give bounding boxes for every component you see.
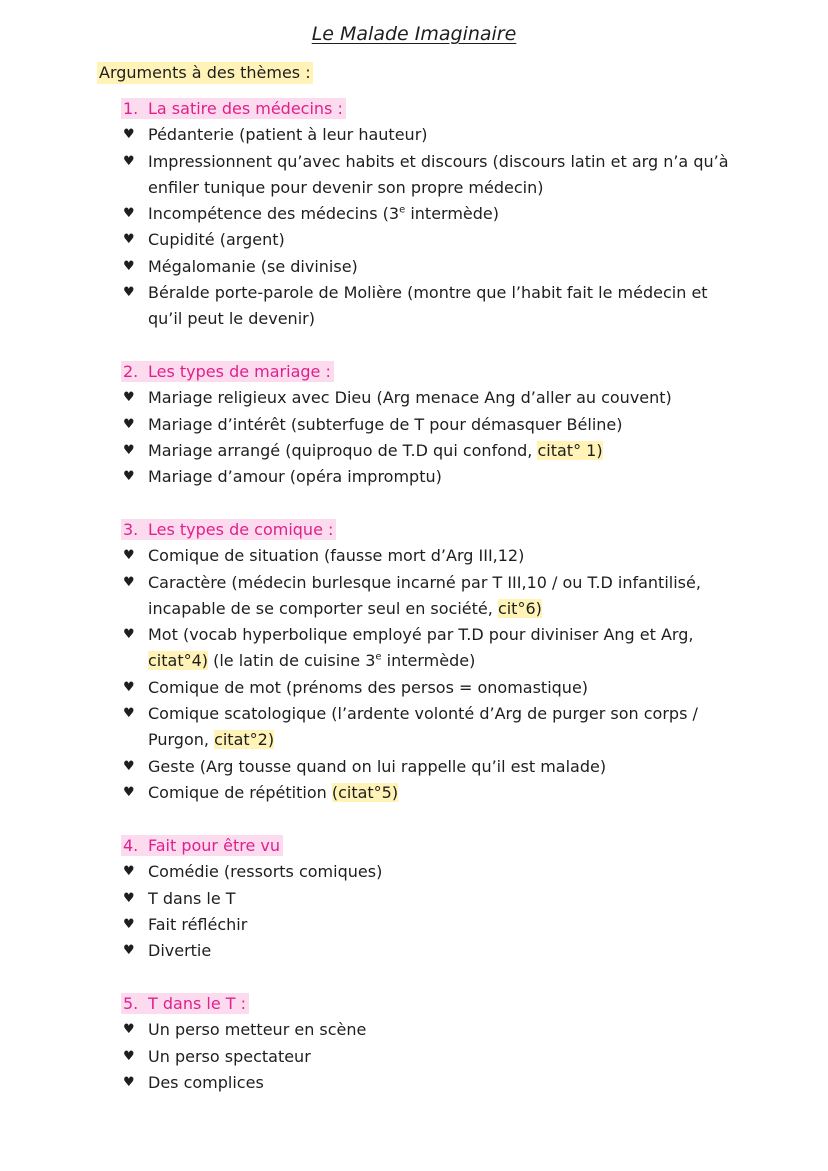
heart-icon: ♥: [123, 1022, 135, 1038]
section-types-mariage: [121, 359, 761, 490]
list-item: ♥ Mariage d’intérêt (subterfuge de T pour démasquer Béline): [121, 412, 761, 438]
heart-icon: ♥: [123, 153, 135, 169]
list-item: ♥ Comique scatologique (l’ardente volonté d’Arg de purger son corps /: [121, 701, 761, 727]
citation-highlight: citat° 1): [537, 440, 603, 460]
heart-icon: ♥: [123, 679, 135, 695]
section-satire-medecins: [121, 96, 761, 333]
heart-icon: ♥: [123, 916, 135, 932]
page-title: Le Malade Imaginaire: [311, 23, 517, 45]
list-item: ♥ Caractère (médecin burlesque incarné par T III,10 / ou T.D infantilisé,: [121, 570, 761, 596]
heading-highlight: [121, 98, 346, 119]
list-item-continuation: citat°4) (le latin de cuisine 3e intermède): [148, 651, 476, 671]
section-title: La satire des médecins :: [148, 99, 343, 118]
section-title: T dans le T :: [148, 994, 247, 1013]
bullet-list: [121, 385, 761, 490]
heading-highlight: [121, 993, 249, 1014]
heart-icon: ♥: [123, 706, 135, 722]
list-item: ♥ Un perso spectateur: [121, 1044, 761, 1070]
list-item: ♥ Un perso metteur en scène: [121, 1017, 761, 1043]
heading-highlight: [121, 361, 334, 382]
list-item: ♥ Pédanterie (patient à leur hauteur): [121, 122, 761, 148]
heading-highlight: [121, 519, 336, 540]
list-item: ♥ Fait réfléchir: [121, 912, 761, 938]
citation-highlight: (citat°5): [331, 782, 399, 802]
section-heading: [121, 991, 761, 1017]
list-item: ♥ T dans le T: [121, 886, 761, 912]
list-item-continuation: enfiler tunique pour devenir son propre médecin): [148, 177, 544, 197]
section-types-comique: [121, 517, 761, 806]
list-item: ♥ Mariage arrangé (quiproquo de T.D qui confond, citat° 1): [121, 438, 761, 464]
list-item: ♥ Comique de situation (fausse mort d’Arg III,12): [121, 543, 761, 569]
list-item: ♥ Comique de mot (prénoms des persos = onomastique): [121, 675, 761, 701]
section-heading: [121, 833, 761, 859]
list-item-continuation: incapable de se comporter seul en société, cit°6): [148, 598, 542, 618]
heart-icon: ♥: [123, 469, 135, 485]
list-item: ♥ Béralde porte-parole de Molière (montre que l’habit fait le médecin et: [121, 280, 761, 306]
list-item: ♥ Mariage religieux avec Dieu (Arg menace Ang d’aller au couvent): [121, 385, 761, 411]
bullet-list: [121, 859, 761, 964]
bullet-list: [121, 543, 761, 806]
section-number: 4.: [123, 836, 139, 855]
section-title: Les types de comique :: [148, 520, 334, 539]
heart-icon: ♥: [123, 206, 135, 222]
heart-icon: ♥: [123, 285, 135, 301]
heart-icon: ♥: [123, 890, 135, 906]
heart-icon: ♥: [123, 258, 135, 274]
heart-icon: ♥: [123, 1048, 135, 1064]
heading-highlight: [121, 835, 283, 856]
list-item: ♥ Divertie: [121, 938, 761, 964]
heart-icon: ♥: [123, 416, 135, 432]
heart-icon: ♥: [123, 390, 135, 406]
heart-icon: ♥: [123, 442, 135, 458]
list-item: ♥ Comique de répétition (citat°5): [121, 780, 761, 806]
heart-icon: ♥: [123, 784, 135, 800]
list-item: ♥ Geste (Arg tousse quand on lui rappelle qu’il est malade): [121, 754, 761, 780]
list-item: ♥ Comédie (ressorts comiques): [121, 859, 761, 885]
list-item: ♥ Mariage d’amour (opéra impromptu): [121, 464, 761, 490]
subtitle: Arguments à des thèmes :: [99, 63, 311, 82]
section-fait-pour-etre-vu: [121, 833, 761, 964]
list-item-continuation: qu’il peut le devenir): [148, 309, 315, 329]
section-heading: [121, 359, 761, 385]
section-number: 3.: [123, 520, 139, 539]
section-number: 5.: [123, 994, 139, 1013]
bullet-list: [121, 122, 761, 332]
list-item: ♥ Incompétence des médecins (3e intermède): [121, 201, 761, 227]
section-number: 2.: [123, 362, 139, 381]
heart-icon: ♥: [123, 943, 135, 959]
section-number: 1.: [123, 99, 139, 118]
list-item: ♥ Mot (vocab hyperbolique employé par T.D pour diviniser Ang et Arg,: [121, 622, 761, 648]
heart-icon: ♥: [123, 232, 135, 248]
citation-highlight: citat°4): [148, 651, 209, 671]
citation-highlight: citat°2): [214, 730, 275, 750]
citation-highlight: cit°6): [497, 598, 542, 618]
list-item-continuation: Purgon, citat°2): [148, 730, 275, 750]
heart-icon: ♥: [123, 627, 135, 643]
heart-icon: ♥: [123, 864, 135, 880]
heart-icon: ♥: [123, 1074, 135, 1090]
heart-icon: ♥: [123, 548, 135, 564]
heart-icon: ♥: [123, 574, 135, 590]
list-item: ♥ Des complices: [121, 1070, 761, 1096]
section-heading: [121, 96, 761, 122]
heart-icon: ♥: [123, 127, 135, 143]
heart-icon: ♥: [123, 758, 135, 774]
section-title: Les types de mariage :: [148, 362, 331, 381]
section-heading: [121, 517, 761, 543]
section-title: Fait pour être vu: [148, 836, 280, 855]
bullet-list: [121, 1017, 761, 1096]
list-item: ♥ Cupidité (argent): [121, 227, 761, 253]
list-item: ♥ Mégalomanie (se divinise): [121, 254, 761, 280]
list-item: ♥ Impressionnent qu’avec habits et discours (discours latin et arg n’a qu’à: [121, 149, 761, 175]
section-t-dans-le-t: [121, 991, 761, 1096]
